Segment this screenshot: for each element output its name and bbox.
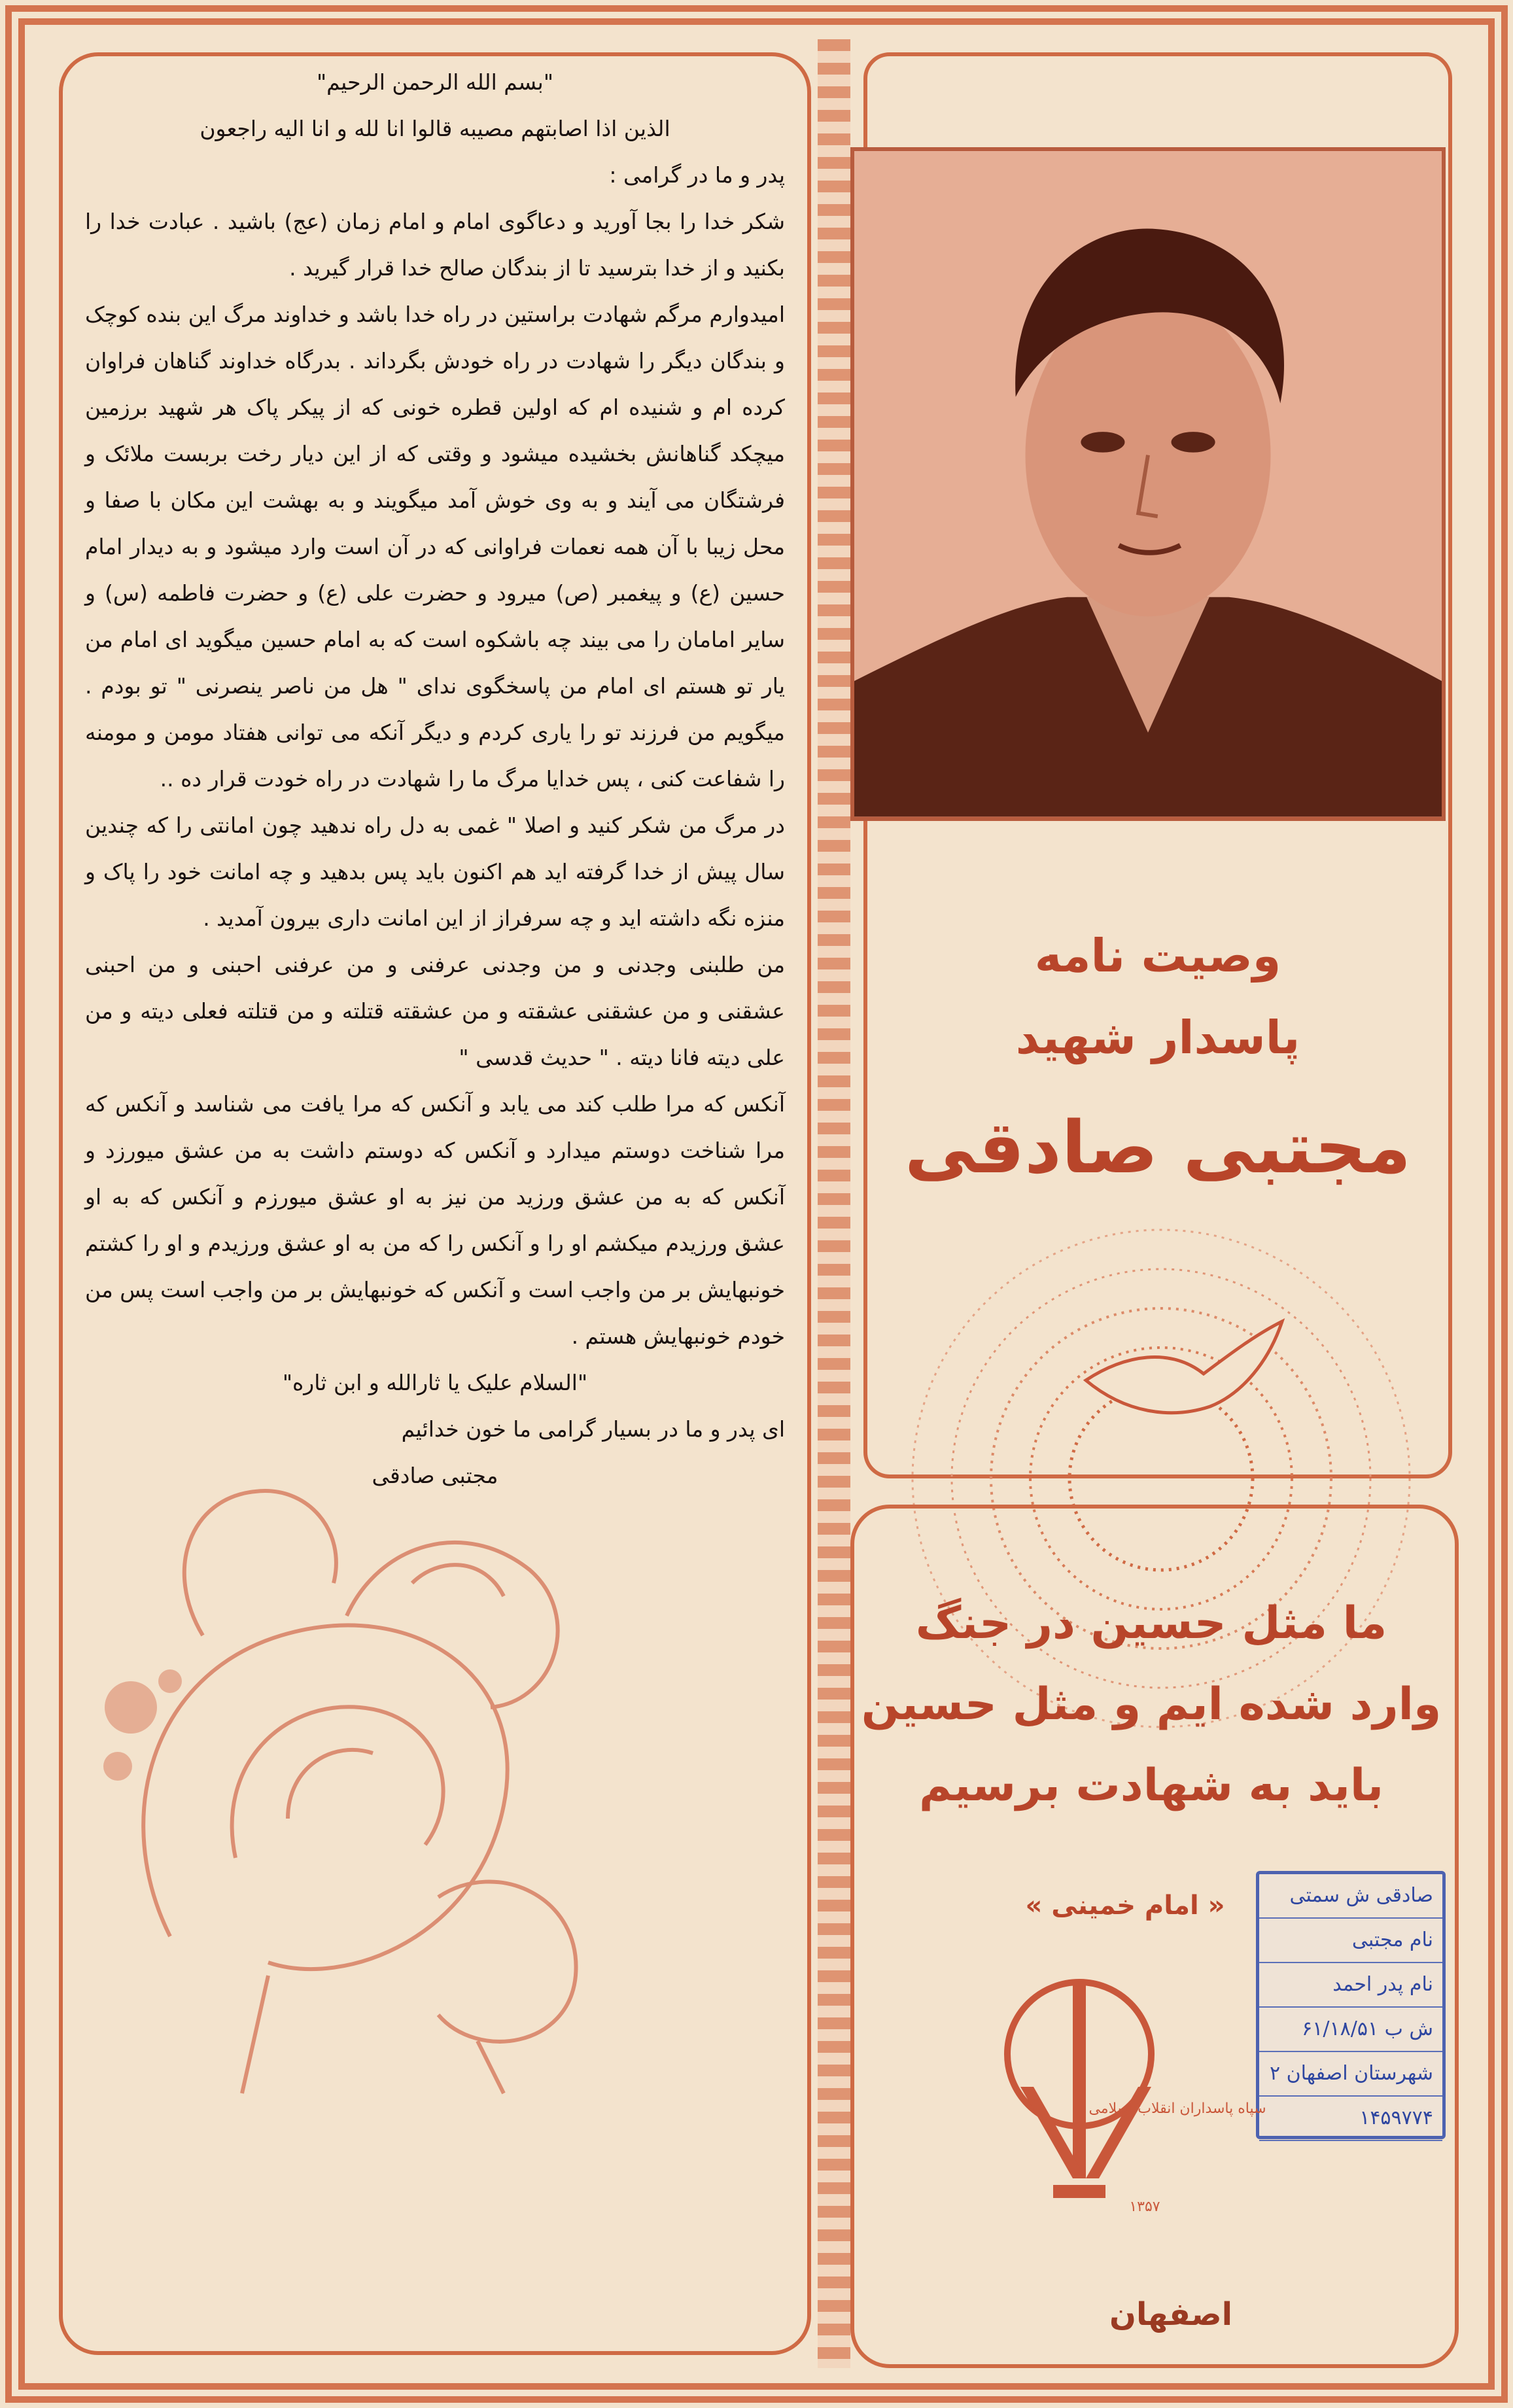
- quote-line: وارد شده ایم و مثل حسین: [861, 1679, 1442, 1730]
- logo-caption: سپاه پاسداران انقلاب اسلامی: [1088, 2101, 1266, 2117]
- stamp-row: صادقی ش سمتی: [1259, 1874, 1442, 1919]
- title-testament: وصیت نامه: [1034, 929, 1281, 983]
- stamp-row: نام مجتبی: [1259, 1919, 1442, 1963]
- rose-illustration: [72, 1400, 648, 2106]
- quote-author: « امام خمینی »: [1025, 1891, 1225, 1921]
- hadith-translation: آنکس که مرا طلب کند می یابد و آنکس که مرا یافت می شناسد و آنکس که مرا شناخت دوستم میدارد و آنکس که دوستم داشت به من عشق میورزد و آنکس که به من عشق ورزید من نیز به او عشق میورزم و آنکس که به او عشق ورزیدم میکشم او را و آنکس را که من به او عشق ورزیدم و او را کشتم خونبهایش بر من واجب است و آنکس که خونبهایش بر من واجب است پس من خودم خونبهایش هستم .: [85, 1091, 785, 1349]
- salutation: پدر و ما در گرامی :: [609, 162, 785, 188]
- archive-stamp: [1256, 1871, 1446, 2139]
- martyr-name: مجتبی صادقی: [904, 1106, 1412, 1189]
- stamp-row: شهرستان اصفهان ۲: [1259, 2052, 1442, 2097]
- khomeini-quote: [857, 1583, 1446, 1826]
- salam-line: "السلام علیک یا ثارالله و ابن ثاره": [282, 1370, 588, 1395]
- logo-year: ۱۳۵۷: [1129, 2199, 1160, 2215]
- title-guardian-martyr: پاسدار شهید: [1015, 1011, 1300, 1064]
- quran-verse: الذین اذا اصابتهم مصیبه قالوا انا لله و انا الیه راجعون: [200, 116, 670, 141]
- letter-paragraph: در مرگ من شکر کنید و اصلا " غمی به دل راه ندهید چون امانتی را که چندین سال پیش از خدا گرفته اید هم اکنون باید پس بدهید و چه امانت خود را پاک و منزه نگه داشته اید و چه سرفراز از این امانت داری بیرون آمدید .: [85, 812, 785, 931]
- martyr-portrait-photo: [850, 147, 1446, 821]
- bismillah: "بسم الله الرحمن الرحیم": [316, 69, 554, 95]
- ornamental-divider: [818, 39, 850, 2368]
- closing-line: ای پدر و ما در بسیار گرامی ما خون خدائیم: [401, 1416, 785, 1442]
- quote-line: ما مثل حسین در جنگ: [915, 1597, 1387, 1649]
- stamp-row: ش ب ۶۱/۱۸/۵۱: [1259, 2008, 1442, 2052]
- letter-paragraph: امیدوارم مرگم شهادت براستین در راه خدا باشد و خداوند مرگ این بنده کوچک و بندگان دیگر را شهادت در راه خودش بگرداند . بدرگاه خداوند گناهان فراوان کرده ام و شنیده ام که اولین قطره خونی که از پیکر پاک هر شهید برزمین میچکد گناهانش بخشیده میشود و وقتی که از این دیار رخت بربست ملائک و فرشتگان می آیند و به وی خوش آمد میگویند و به بهشت این مکان با صفا و محل زیبا با آن همه نعمات فراوانی که در آن است وارد میشود و به دیدار امام حسین (ع) و پیغمبر (ص) میرود و حضرت علی (ع) و حضرت فاطمه (س) و سایر امامان را می بیند چه باشکوه است که به امام حسین میگوید ای امام من یار تو هستم ای امام من پاسخگوی ندای " هل من ناصر ینصرنی " تو بودم . میگویم من فرزند تو را یاری کردم و دیگر آنکه می توانی هفتاد مومن و مومنه را شفاعت کنی ، پس خدایا مرگ ما را شهادت در راه خودت قرار ده ..: [85, 302, 785, 792]
- dove-sunburst-emblem: [890, 1223, 1433, 1478]
- stamp-row: نام پدر احمد: [1259, 1963, 1442, 2008]
- irgc-logo: [981, 1969, 1266, 2218]
- letter-paragraph: شکر خدا را بجا آورید و دعاگوی امام و امام زمان (عج) باشید . عبادت خدا را بکنید و از خدا بترسید تا از بندگان صالح خدا قرار گیرید .: [85, 209, 785, 281]
- city-name: اصفهان: [1109, 2296, 1233, 2333]
- signature: مجتبی صادقی: [372, 1463, 498, 1488]
- hadith-arabic: من طلبنی وجدنی و من وجدنی عرفنی و من عرفنی احبنی و من احبنی عشقنی و من عشقنی عشقته و من عشقته قتلته و من قتلته فعلی دیته و من علی دیته فانا دیته . " حدیث قدسی ": [85, 952, 785, 1070]
- stamp-row: ۱۴۵۹۷۷۴: [1259, 2097, 1442, 2141]
- testament-letter: [85, 59, 785, 1499]
- quote-line: باید به شهادت برسیم: [919, 1760, 1383, 1811]
